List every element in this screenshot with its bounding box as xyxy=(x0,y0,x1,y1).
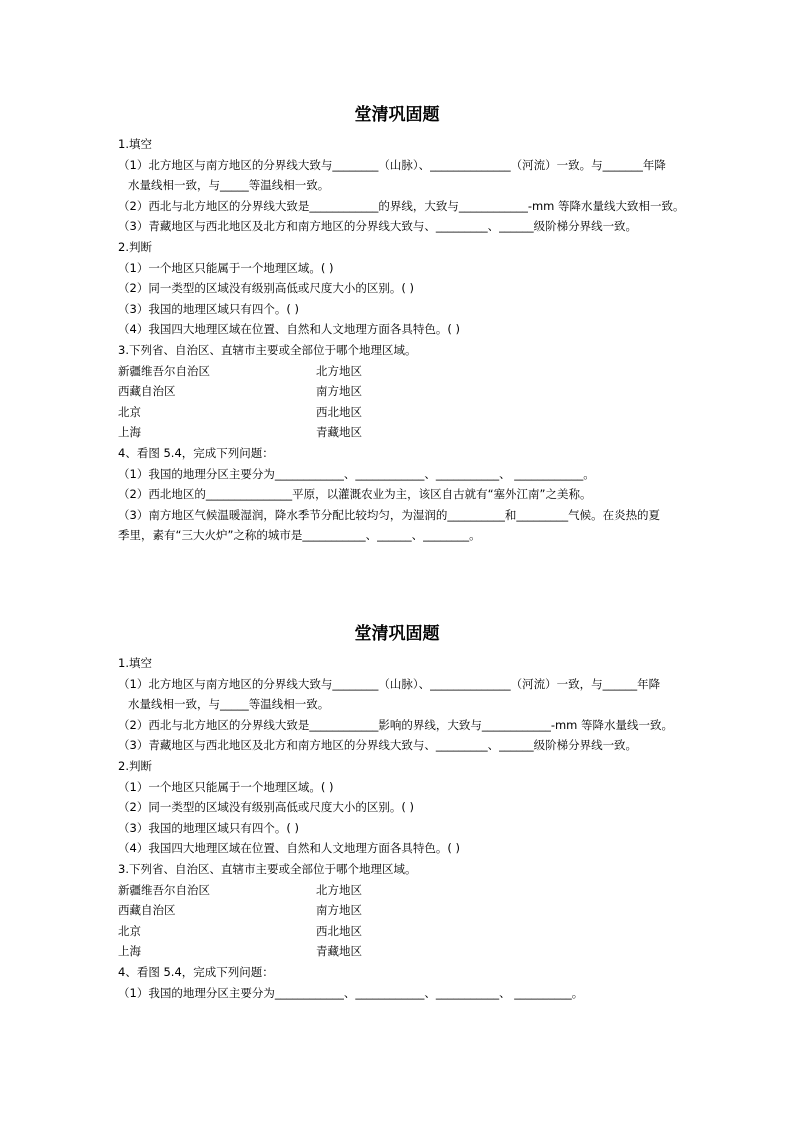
matching-row xyxy=(0,402,794,423)
heading-fill-in: 1.填空 xyxy=(118,137,152,151)
matching-row xyxy=(0,941,794,962)
matching-row xyxy=(0,361,794,382)
province-label: 西藏自治区 xyxy=(118,384,176,399)
question-line: （1）我国的地理分区主要分为____________、____________、___________、 __________。 xyxy=(118,985,584,1000)
region-label: 青藏地区 xyxy=(316,425,362,440)
matching-row xyxy=(0,900,794,921)
province-label: 上海 xyxy=(118,425,141,440)
question-line: （2）西北与北方地区的分界线大致是____________的界线，大致与____________-mm 等降水量线大致相一致。 xyxy=(118,198,685,213)
exercise-section-2 xyxy=(0,623,794,1003)
province-label: 新疆维吾尔自治区 xyxy=(118,363,210,378)
region-label: 西北地区 xyxy=(316,404,362,419)
province-label: 北京 xyxy=(118,404,141,419)
region-label: 西北地区 xyxy=(316,923,362,938)
question-line: （1）我国的地理分区主要分为____________、____________、___________、 ____________。 xyxy=(118,466,595,481)
question-line: （2）西北地区的_______________平原，以灌溉农业为主，该区自古就有“塞外江南”之美称。 xyxy=(118,487,592,502)
matching-row xyxy=(0,921,794,942)
region-label: 青藏地区 xyxy=(316,944,362,959)
matching-row xyxy=(0,381,794,402)
question-line: （2）同一类型的区域没有级别高低或尺度大小的区别。( ) xyxy=(118,281,414,296)
question-line: （4）我国四大地理区域在位置、自然和人文地理方面各具特色。( ) xyxy=(118,322,460,337)
matching-row xyxy=(0,422,794,443)
heading-matching: 3.下列省、自治区、直辖市主要或全部位于哪个地理区域。 xyxy=(118,861,417,876)
question-line: （1）北方地区与南方地区的分界线大致与________（山脉）、______________（河流）一致，与______年降 xyxy=(118,676,661,691)
matching-row xyxy=(0,880,794,901)
province-label: 西藏自治区 xyxy=(118,903,176,918)
question-line: （2）西北与北方地区的分界线大致是____________影响的界线，大致与____________-mm 等降水量线一致。 xyxy=(118,717,674,732)
question-line: （1）一个地区只能属于一个地理区域。( ) xyxy=(118,260,334,275)
province-label: 上海 xyxy=(118,944,141,959)
heading-map-questions: 4、看图 5.4，完成下列问题： xyxy=(118,964,274,979)
question-line-continued: 水量线相一致，与_____等温线相一致。 xyxy=(128,697,330,712)
heading-matching: 3.下列省、自治区、直辖市主要或全部位于哪个地理区域。 xyxy=(118,342,417,357)
question-line: （3）青藏地区与西北地区及北方和南方地区的分界线大致与、_________、______级阶梯分界线一致。 xyxy=(118,219,638,234)
exercise-section-1 xyxy=(0,104,794,546)
heading-judge: 2.判断 xyxy=(118,239,152,254)
heading-fill-in: 1.填空 xyxy=(118,656,152,670)
question-line: （3）南方地区气候温暖湿润，降水季节分配比较均匀，为湿润的__________和_________气候。在炎热的夏 xyxy=(118,507,661,522)
region-label: 南方地区 xyxy=(316,903,362,918)
region-label: 北方地区 xyxy=(316,363,362,378)
question-line: （1）北方地区与南方地区的分界线大致与________（山脉）、______________（河流）一致。与_______年降 xyxy=(118,157,666,172)
question-line: （1）一个地区只能属于一个地理区域。( ) xyxy=(118,779,334,794)
question-line: （3）青藏地区与西北地区及北方和南方地区的分界线大致与、_________、______级阶梯分界线一致。 xyxy=(118,738,638,753)
question-line: （4）我国四大地理区域在位置、自然和人文地理方面各具特色。( ) xyxy=(118,841,460,856)
section-title: 堂清巩固题 xyxy=(354,624,440,644)
question-line: （3）我国的地理区域只有四个。( ) xyxy=(118,820,299,835)
region-label: 北方地区 xyxy=(316,882,362,897)
question-line-continued: 季里，素有“三大火炉”之称的城市是___________、______、________。 xyxy=(118,528,481,543)
region-label: 南方地区 xyxy=(316,384,362,399)
question-line: （2）同一类型的区域没有级别高低或尺度大小的区别。( ) xyxy=(118,800,414,815)
province-label: 北京 xyxy=(118,923,141,938)
section-title: 堂清巩固题 xyxy=(354,105,440,125)
heading-judge: 2.判断 xyxy=(118,758,152,773)
question-line-continued: 水量线相一致，与_____等温线相一致。 xyxy=(128,178,330,193)
question-line: （3）我国的地理区域只有四个。( ) xyxy=(118,301,299,316)
heading-map-questions: 4、看图 5.4，完成下列问题： xyxy=(118,445,274,460)
province-label: 新疆维吾尔自治区 xyxy=(118,882,210,897)
